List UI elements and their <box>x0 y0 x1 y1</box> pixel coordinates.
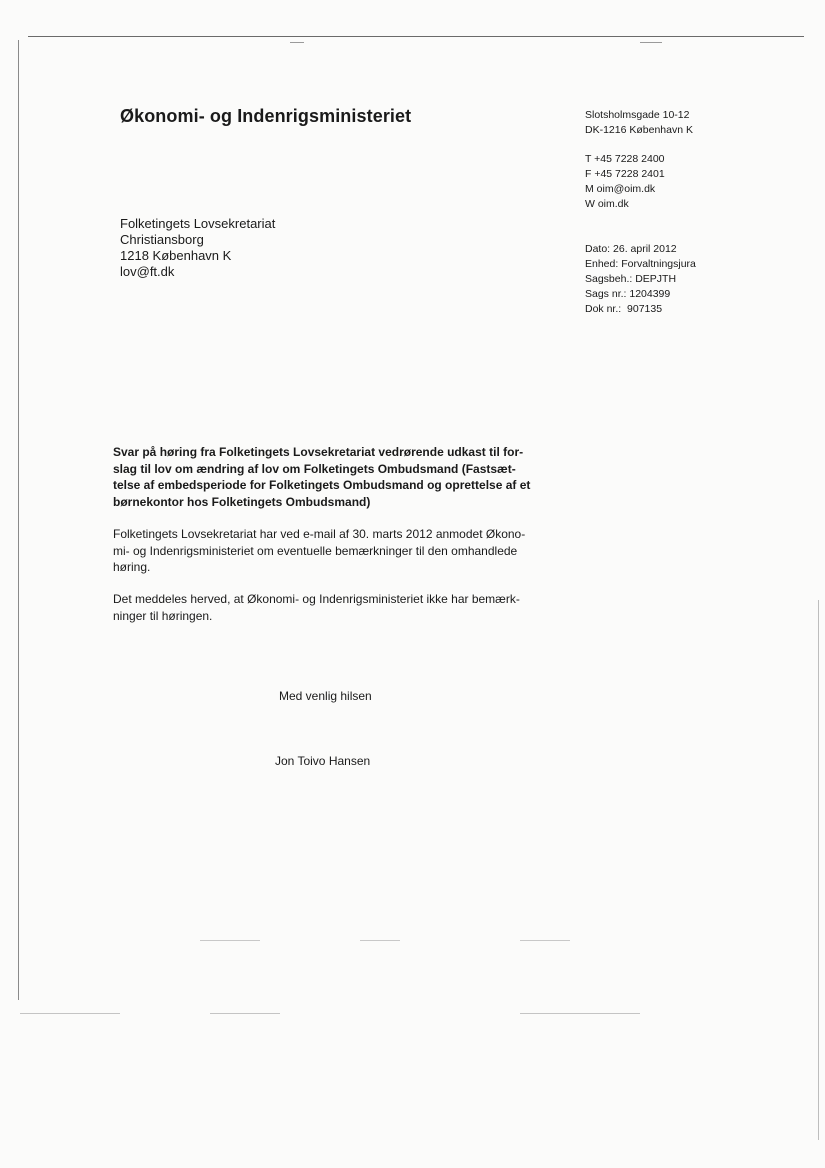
body-paragraph-2 <box>113 591 520 624</box>
recipient-line: 1218 København K <box>120 248 232 263</box>
meta-date: Dato: 26. april 2012 <box>585 243 677 255</box>
ministry-name: Økonomi- og Indenrigsministeriet <box>120 106 412 126</box>
meta-unit: Enhed: Forvaltningsjura <box>585 258 696 270</box>
contact-web: W oim.dk <box>585 198 629 210</box>
paragraph-line: ninger til høringen. <box>113 608 213 623</box>
scan-edge-top <box>28 36 804 37</box>
contact-phone: T +45 7228 2400 <box>585 153 665 165</box>
contact-fax: F +45 7228 2401 <box>585 168 665 180</box>
scan-speck <box>360 940 400 941</box>
scan-speck <box>640 42 662 43</box>
paragraph-line: Det meddeles herved, at Økonomi- og Indenrigsministeriet ikke har bemærk- <box>113 592 520 606</box>
paragraph-line: Folketingets Lovsekretariat har ved e-mail af 30. marts 2012 anmodet Økono- <box>113 527 526 541</box>
sender-address <box>585 108 693 138</box>
recipient-line: lov@ft.dk <box>120 264 175 279</box>
scan-speck <box>520 1013 640 1014</box>
address-line: Slotsholmsgade 10-12 <box>585 109 690 121</box>
paragraph-line: mi- og Indenrigsministeriet om eventuelle bemærkninger til den omhandlede <box>113 543 518 558</box>
closing-salutation: Med venlig hilsen <box>279 689 372 703</box>
scan-edge-right <box>818 600 819 1140</box>
signatory-name: Jon Toivo Hansen <box>275 754 371 768</box>
meta-document-number: Dok nr.: 907135 <box>585 303 663 315</box>
contact-email: M oim@oim.dk <box>585 183 656 195</box>
scan-speck <box>210 1013 280 1014</box>
subject-line: børnekontor hos Folketingets Ombudsmand) <box>113 494 371 509</box>
meta-caseworker: Sagsbeh.: DEPJTH <box>585 273 677 285</box>
address-line: DK-1216 København K <box>585 124 693 136</box>
sender-contact <box>585 152 665 212</box>
scan-speck <box>520 940 570 941</box>
meta-case-number: Sags nr.: 1204399 <box>585 288 671 300</box>
scan-edge-left <box>18 40 19 1000</box>
scan-speck <box>290 42 304 43</box>
scan-speck <box>200 940 260 941</box>
paragraph-line: høring. <box>113 560 151 574</box>
document-meta <box>585 242 696 317</box>
recipient-address <box>120 216 275 280</box>
recipient-line: Folketingets Lovsekretariat <box>120 216 276 231</box>
letter-subject <box>113 444 553 510</box>
subject-line: Svar på høring fra Folketingets Lovsekretariat vedrørende udkast til for- <box>113 445 524 459</box>
body-paragraph-1 <box>113 526 525 576</box>
scan-speck <box>20 1013 120 1014</box>
subject-line: telse af embedsperiode for Folketingets Ombudsmand og oprettelse af et <box>113 478 531 492</box>
recipient-line: Christiansborg <box>120 232 204 247</box>
subject-line: slag til lov om ændring af lov om Folketingets Ombudsmand (Fastsæt- <box>113 461 516 476</box>
